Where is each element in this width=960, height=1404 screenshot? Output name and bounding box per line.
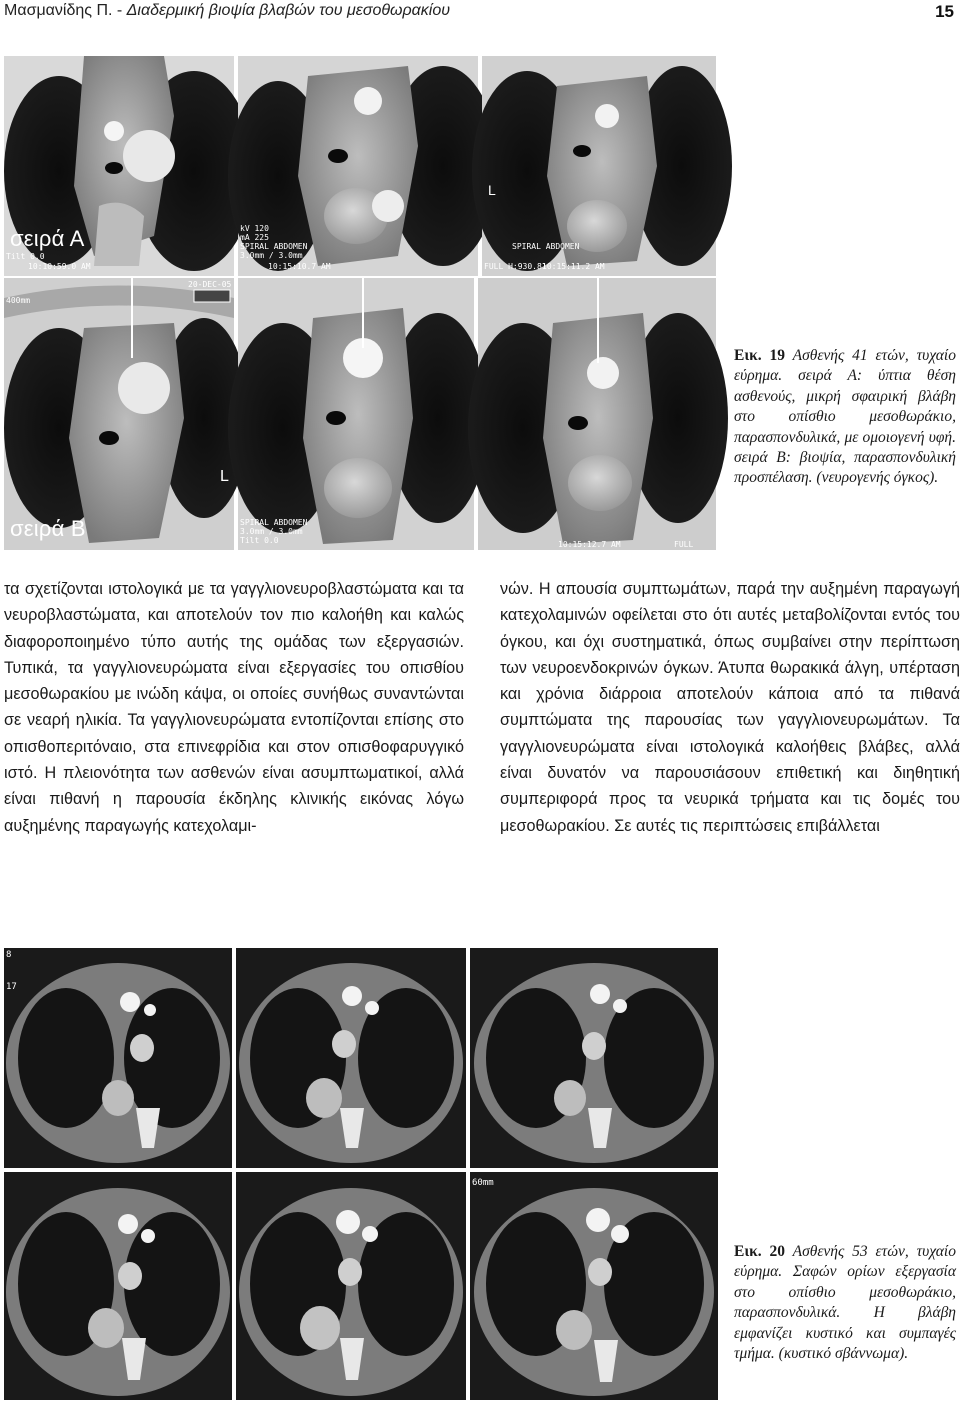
- ct-scan-a3: [482, 56, 716, 276]
- ct-image-c1: [4, 948, 232, 1168]
- ct-image-d2: [236, 1172, 466, 1400]
- series-b-label: σειρά Β: [10, 516, 86, 541]
- figure-20-label: Εικ. 20: [734, 1243, 785, 1260]
- scan-date-b1: 20-DEC-05: [188, 280, 232, 289]
- page-number: 15: [935, 2, 954, 21]
- scan-protocol-b2: SPIRAL ABDOMEN: [240, 518, 308, 527]
- figure-19-text: Ασθενής 41 ετών, τυχαίο εύρημα. σειρά Α: ύπτια θέση ασθενούς, μικρή σφαιρική βλάβη στο οπίσθιο μεσοθωράκιο, παρασπονδυλικά, με ομοιογενή υφή. σειρά Β: βιοψία, παρασπονδυλική προσπέλαση. (νευρογενής όγκος).: [734, 347, 956, 487]
- scan-scale-b1: 400mm: [6, 296, 31, 305]
- running-title: [4, 2, 450, 20]
- scan-mark-c1b: 17: [6, 982, 17, 992]
- body-paragraph-left: τα σχετίζονται ιστολογικά με τα γαγγλιονευροβλαστώματα και τα νευροβλαστώματα, και αποτελούν τον πιο καλοήθη και καλώς διαφοροποιημένο τύπο αυτής της ομάδας των εξεργασιών. Τυπικά, τα γαγγλιονευρώματα είναι εξεργασίες του οπισθίου μεσοθωρακίου με ινώδη κάψα, οι οποίες συνήθως συναντώνται σε νεαρή ηλικία. Τα γαγγλιονευρώματα εντοπίζονται επίσης στο οπισθοπεριτόναιο, στα επινεφρίδια και στον οπισθοφαρυγγικό ιστό. Η πλειονότητα των ασθενών είναι ασυμπτωματικοί, αλλά είναι πιθανή η παρουσία έκδηλης κλινικής εικόνας λόγω αυξημένης παραγωγής κατεχολαμι-: [4, 580, 464, 835]
- header-subject: Διαδερμική βιοψία βλαβών του μεσοθωρακίου: [126, 2, 451, 19]
- scan-protocol-a2: SPIRAL ABDOMEN: [240, 242, 308, 251]
- scan-time-a3: 10:15:11.2 AM: [542, 262, 605, 271]
- scan-ma-a2: mA 225: [240, 233, 269, 242]
- ct-image-d1: [4, 1172, 232, 1400]
- header-separator: -: [112, 2, 127, 19]
- scan-tilt-a1: Tilt 0.0: [6, 252, 45, 261]
- body-column-left: [4, 576, 464, 839]
- ct-scan-a2: [238, 56, 478, 276]
- ct-image-c2: [236, 948, 466, 1168]
- scan-tilt-b2: Tilt 0.0: [240, 536, 279, 545]
- body-paragraph-right: νών. Η απουσία συμπτωμάτων, παρά την αυξημένη παραγωγή κατεχολαμινών οφείλεται στο ότι αυτές μεταβολίζονται εντός του όγκου, και όχι συστηματικά, όπως συμβαίνει στην περίπτωση των νευροενδοκρινών όγκων. Άτυπα θωρακικά άλγη, υπέρταση και χρόνια διάρροια αποτελούν κάποια από τα πιθανά συμπτώματα της παρουσίας των γαγγλιονευρωμάτων. Τα γαγγλιονευρώματα είναι ιστολογικά καλοήθεις βλάβες, αλλά είναι δυνατόν να παρουσιάσουν επιθετική και διηθητική συμπεριφορά προς τα νευρικά τρήματα και τις δομές του μεσοθωρακίου. Σε αυτές τις περιπτώσεις επιβάλλεται: [500, 580, 960, 835]
- ct-scan-d2: [236, 1172, 466, 1400]
- figure-20-caption: [734, 1242, 956, 1364]
- body-column-right: [500, 576, 960, 839]
- scan-mark-c1a: 8: [6, 950, 12, 960]
- ct-image-d3: [470, 1172, 718, 1400]
- running-header: [0, 0, 960, 28]
- figure-19-label: Εικ. 19: [734, 347, 785, 364]
- ct-scan-a1: [4, 56, 234, 276]
- scan-time-a1: 10:10:59.0 AM: [28, 262, 91, 271]
- scan-mm-a2: 3.0mm / 3.0mm: [240, 251, 303, 260]
- scan-window-a3: FULL H:930.81: [484, 262, 547, 271]
- figure-19-caption: [734, 346, 956, 489]
- ct-image-b1: [4, 278, 234, 550]
- ct-scan-b1: [4, 278, 234, 550]
- scan-window-b3: FULL H:94: [674, 540, 694, 558]
- scan-kv-a2: kV 120: [240, 224, 269, 233]
- scan-time-a2: 10:15:10.7 AM: [268, 262, 331, 271]
- ct-scan-c1: [4, 948, 232, 1168]
- scan-time-b3: 10:15:12.7 AM: [558, 540, 621, 549]
- ct-scan-d1: [4, 1172, 232, 1400]
- ct-scan-b2: [238, 278, 474, 550]
- ct-image-b3: [478, 278, 716, 550]
- scan-l-b1: L: [220, 468, 229, 485]
- ct-scan-b3: [478, 278, 716, 558]
- ct-scan-c3: [470, 948, 718, 1168]
- ct-scan-d3: [470, 1172, 718, 1400]
- header-author: Μασμανίδης Π.: [4, 2, 113, 19]
- scan-protocol-a3: SPIRAL ABDOMEN: [512, 242, 580, 251]
- scan-mm-b2: 3.0mm / 3.0mm: [240, 527, 303, 536]
- scan-l-a3: L: [488, 182, 496, 198]
- scan-mark-d3: 60mm: [472, 1178, 494, 1188]
- series-a-label: σειρά Α: [10, 226, 85, 251]
- figure-20-text: Ασθενής 53 ετών, τυχαίο εύρημα. Σαφών ορίων εξεργασία στο οπίσθιο μεσοθωράκιο, παρασπονδυλικά. Η βλάβη εμφανίζει κυστικό και συμπαγές τμήμα. (κυστικό σβάννωμα).: [734, 1243, 956, 1363]
- ct-image-b2: [238, 278, 474, 550]
- ct-scan-c2: [236, 948, 466, 1168]
- ct-image-c3: [470, 948, 718, 1168]
